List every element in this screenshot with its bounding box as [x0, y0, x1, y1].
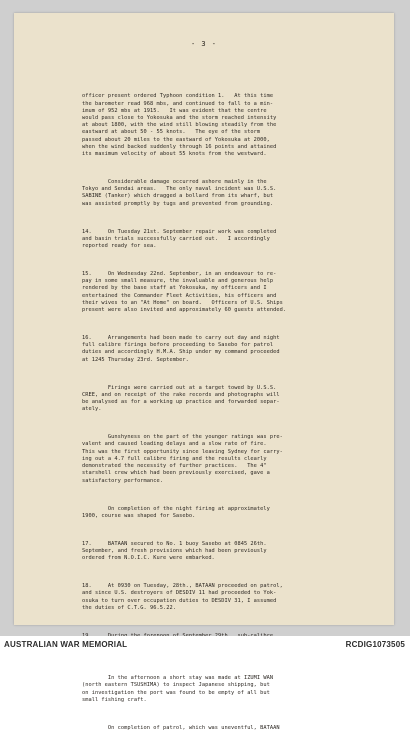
- page-number: - 3 -: [190, 40, 218, 48]
- paragraph: On completion of the night firing at approximately 1900, course was shaped for Sasebo.: [82, 505, 270, 519]
- paragraph: 18. At 0930 on Tuesday, 28th., BATAAN proceeded on patrol, and since U.S. destroyers of DESDIV 11 had proceeded to Yok- osuka to turn over occupation duties to DESDIV 31, I assumed the duties of C.T.G. 96.5.22.: [82, 583, 283, 611]
- paragraph: 16. Arrangements had been made to carry out day and night full calibre firings before proceeding to Sasebo for patrol duties and accordingly H.M.A. Ship under my command proceeded at 1245 Thursday 23rd. September.: [82, 335, 280, 363]
- paragraph: Gunshyness on the part of the younger ratings was pre- valent and caused loading delays and a slow rate of fire. This was the first opportunity since leaving Sydney for carry- ing out a 4.7 full calibre firing and the results clearly demonstrated the necessity of further practices. The 4" starshell crew which had been previously exercised, gave a satisfactory performance.: [82, 434, 283, 484]
- archive-footer: [0, 636, 410, 654]
- record-id: RCDIG1073505: [345, 640, 405, 649]
- paragraph: Firings were carried out at a target towed by U.S.S. CREE, and on receipt of the rake records and photographs will be analysed as for a working up practice and forwarded separ- ately.: [82, 384, 280, 413]
- paragraph: 17. BATAAN secured to No. 1 buoy Sasebo at 0845 26th. September, and fresh provisions which had been previously ordered from N.O.I.C. Kure were embarked.: [82, 540, 267, 562]
- paragraph: On completion of patrol, which was uneventful, BATAAN: [82, 724, 280, 731]
- paragraph: 14. On Tuesday 21st. September repair work was completed and basin trials successfully carried out. I accordingly reported ready for sea.: [82, 228, 277, 250]
- paragraph: Considerable damage occurred ashore mainly in the Tokyo and Sendai areas. The only naval incident was U.S.S. SABINE (Tanker) which dragged a bollard from its wharf, but was assisted promptly by tugs and prevented from grounding.: [82, 179, 277, 207]
- paragraph: officer present ordered Typhoon condition 1. At this time the barometer read 968 mbs, and continued to fall to a min- imum of 952 mbs at 1915. It was evident that the centre would pass close to Yokosuka and the storm reached intensity at about 1800, with the wind still blowing steadily from the eastward at about 50 - 55 knots. The eye of the storm passed about 20 miles to the eastward of Yokosuka at 2000, when the wind backed suddenly through 16 points and attained its maximum velocity of about 55 knots from the westward.: [82, 93, 277, 158]
- archive-name: AUSTRALIAN WAR MEMORIAL: [4, 640, 128, 649]
- paragraph: In the afternoon a short stay was made at IZUMI WAN (north eastern TSUSHIMA) to inspect Japanese shipping, but on investigation the port was found to be empty of all but small fishing craft.: [82, 675, 274, 703]
- paragraph: 15. On Wednesday 22nd. September, in an endeavour to re- pay in some small measure, the invaluable and generous help rendered by the base staff at Yokosuka, my officers and I entertained the Commander Fleet Activities, his officers and their wives to an "At Home" on board. Officers of U.S. Ships present were also invited and approximately 60 guests attended.: [82, 271, 287, 314]
